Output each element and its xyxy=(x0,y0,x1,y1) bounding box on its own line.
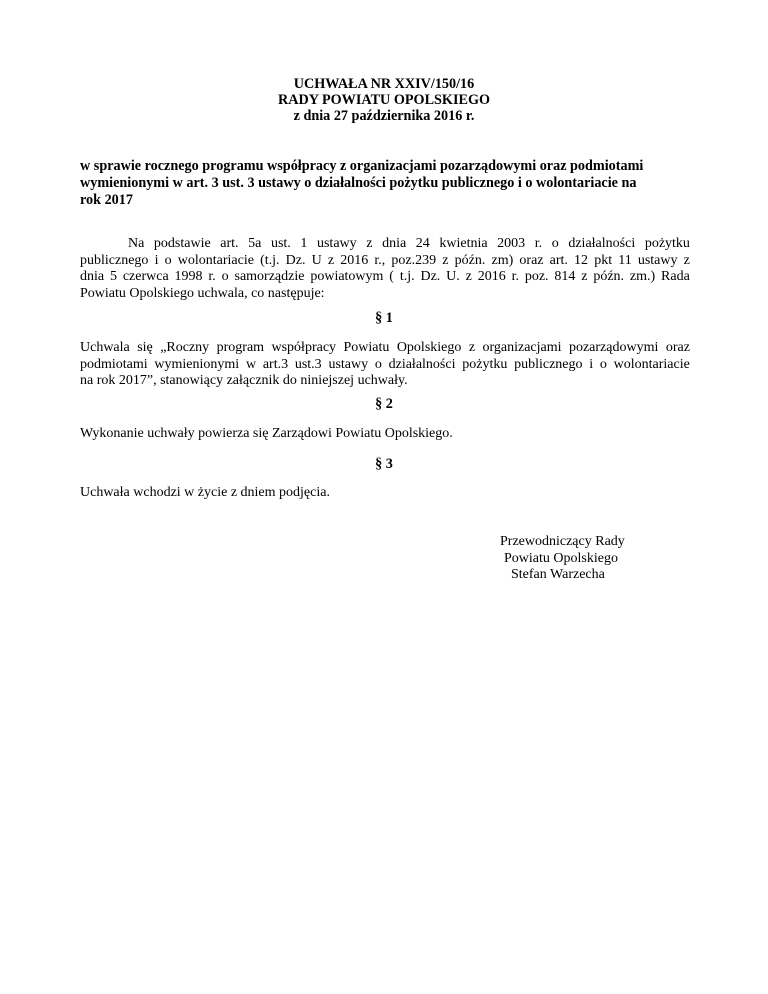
preamble xyxy=(80,236,690,302)
council-name: RADY POWIATU OPOLSKIEGO xyxy=(277,92,491,108)
signatory-title: Przewodniczący Rady xyxy=(500,534,625,549)
paragraph-3-text xyxy=(80,485,690,502)
paragraph-1-text xyxy=(80,340,690,390)
subject-line: wymienionymi w art. 3 ust. 3 ustawy o działalności pożytku publicznego i o wolontariacie na xyxy=(80,175,637,191)
resolution-header xyxy=(0,76,768,124)
preamble-line: Powiatu Opolskiego uchwala, co następuje: xyxy=(80,285,325,301)
paragraph-line: Uchwała wchodzi w życie z dniem podjęcia. xyxy=(80,485,330,500)
paragraph-line: Wykonanie uchwały powierza się Zarządowi Powiatu Opolskiego. xyxy=(80,426,453,441)
paragraph-line: podmiotami wymienionymi w art.3 ust.3 ustawy o działalności pożytku publicznego i o wolontariacie xyxy=(80,356,690,372)
preamble-line: dnia 5 czerwca 1998 r. o samorządzie powiatowym ( t.j. Dz. U. z 2016 r. poz. 814 z późn. zm.) Rada xyxy=(80,269,690,285)
resolution-subject xyxy=(80,158,700,209)
resolution-date: z dnia 27 października 2016 r. xyxy=(293,108,475,124)
paragraph-2-sign: § 2 xyxy=(375,396,393,412)
paragraph-3-sign: § 3 xyxy=(375,456,393,472)
paragraph-1-sign: § 1 xyxy=(375,310,393,326)
preamble-line: publicznego i o wolontariacie (t.j. Dz. U z 2016 r., poz.239 z późn. zm) oraz art. 12 pkt 11 ustawy z xyxy=(80,252,690,268)
paragraph-line: Uchwala się „Roczny program współpracy Powiatu Opolskiego z organizacjami pozarządowymi oraz xyxy=(80,340,690,355)
resolution-number: UCHWAŁA NR XXIV/150/16 xyxy=(293,76,475,92)
paragraph-2-text xyxy=(80,426,690,443)
signatory-body: Powiatu Opolskiego xyxy=(504,550,618,566)
signatory-name: Stefan Warzecha xyxy=(511,567,605,583)
preamble-line: Na podstawie art. 5a ust. 1 ustawy z dnia 24 kwietnia 2003 r. o działalności pożytku xyxy=(128,236,690,251)
subject-line: rok 2017 xyxy=(80,192,133,208)
paragraph-line: na rok 2017”, stanowiący załącznik do niniejszej uchwały. xyxy=(80,373,408,389)
signature-block xyxy=(500,534,625,584)
subject-line: w sprawie rocznego programu współpracy z organizacjami pozarządowymi oraz podmiotami xyxy=(80,158,644,174)
